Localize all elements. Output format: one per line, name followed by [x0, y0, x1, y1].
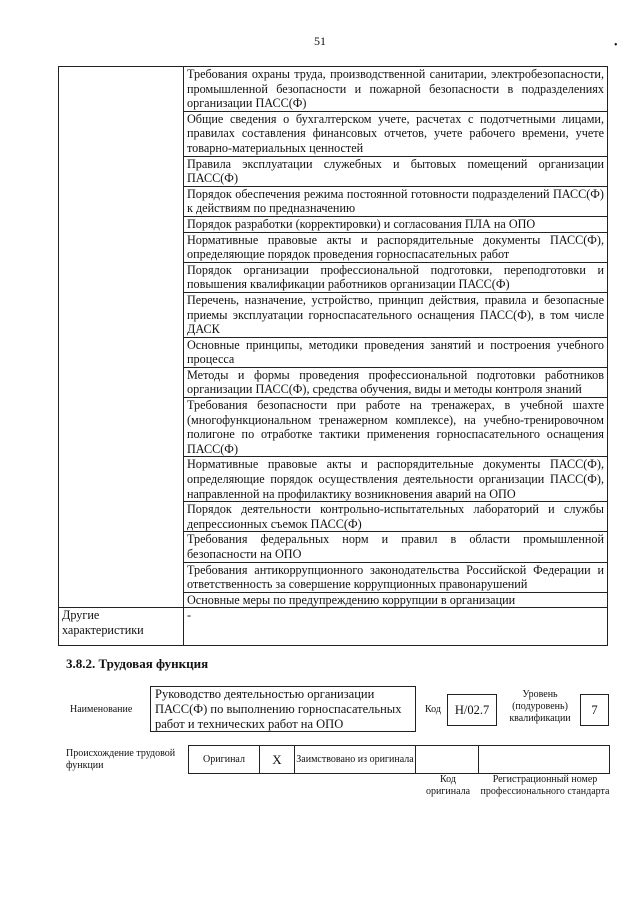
- function-name-box: Руководство деятельностью организации ПАСС(Ф) по выполнению горноспасательных работ и технических работ на ОПО: [150, 686, 416, 732]
- table-cell-right: Требования антикоррупционного законодательства Российской Федерации и ответственность за совершение коррупционных правонарушений: [184, 562, 608, 592]
- table-cell-left: Другие характеристики: [59, 608, 184, 646]
- table-cell-right: Нормативные правовые акты и распорядительные документы ПАСС(Ф), определяющие порядок проведения горноспасательных работ: [184, 232, 608, 262]
- table-cell-left: [59, 67, 184, 608]
- table-cell-right: Требования охраны труда, производственной санитарии, электробезопасности, промышленной безопасности и пожарной безопасности в подразделениях организации ПАСС(Ф): [184, 67, 608, 112]
- page-number: 51: [314, 34, 326, 48]
- table-cell-right: Общие сведения о бухгалтерском учете, расчетах с подотчетными лицами, правилах составления финансовых отчетов, учете рабочего времени, учете товарно-материальных ценностей: [184, 111, 608, 156]
- qualification-level-box: 7: [580, 694, 609, 726]
- original-label: Оригинал: [189, 746, 260, 774]
- table-cell-right: Требования федеральных норм и правил в области промышленной безопасности на ОПО: [184, 532, 608, 562]
- code-original-label: Код оригинала: [425, 774, 471, 797]
- table-row: [59, 608, 608, 646]
- table-cell-right: Методы и формы проведения профессиональной подготовки работников организации ПАСС(Ф), средства обучения, виды и методы контроля знаний: [184, 367, 608, 397]
- requirements-table: [58, 66, 608, 646]
- function-name-label: Наименование: [70, 704, 133, 715]
- table-cell-right: Порядок организации профессиональной подготовки, переподготовки и повышения квалификации работников организации ПАСС(Ф): [184, 262, 608, 292]
- table-cell-right: Порядок разработки (корректировки) и согласования ПЛА на ОПО: [184, 216, 608, 232]
- origin-table: [188, 745, 610, 774]
- table-cell-right: Основные меры по предупреждению коррупции в организации: [184, 592, 608, 608]
- section-title: 3.8.2. Трудовая функция: [66, 656, 209, 671]
- code-label: Код: [425, 704, 441, 715]
- table-cell-right: Перечень, назначение, устройство, принцип действия, правила и безопасные приемы эксплуатации горноспасательного оснащения ПАСС(Ф), в том числе ДАСК: [184, 292, 608, 337]
- page-dot: •: [614, 40, 618, 51]
- qualification-level-label: Уровень (подуровень) квалификации: [509, 689, 571, 724]
- registration-number-cell: [479, 746, 610, 774]
- code-box: Н/02.7: [447, 694, 497, 726]
- table-cell-right: Нормативные правовые акты и распорядительные документы ПАСС(Ф), определяющие порядок осуществления деятельности организации ПАСС(Ф), направленной на профилактику возникновения аварий на ОПО: [184, 457, 608, 502]
- table-cell-right: -: [184, 608, 608, 646]
- table-cell-right: Правила эксплуатации служебных и бытовых помещений организации ПАСС(Ф): [184, 156, 608, 186]
- borrowed-label: Заимствовано из оригинала: [295, 746, 416, 774]
- code-original-cell: [416, 746, 479, 774]
- table-cell-right: Порядок обеспечения режима постоянной готовности подразделений ПАСС(Ф) к действиям по предназначению: [184, 186, 608, 216]
- table-cell-right: Основные принципы, методики проведения занятий и построения учебного процесса: [184, 337, 608, 367]
- original-mark: X: [260, 746, 295, 774]
- origin-label: Происхождение трудовой функции: [66, 748, 176, 771]
- table-cell-right: Требования безопасности при работе на тренажерах, в учебной шахте (многофункциональном тренажерном комплексе), на учебно-тренировочном полигоне по отработке тактики применения горноспасательного оснащения ПАСС(Ф): [184, 398, 608, 457]
- registration-number-label: Регистрационный номер профессионального стандарта: [480, 774, 610, 797]
- table-cell-right: Порядок деятельности контрольно-испытательных лабораторий и службы депрессионных съемок ПАСС(Ф): [184, 502, 608, 532]
- table-row: [59, 67, 608, 112]
